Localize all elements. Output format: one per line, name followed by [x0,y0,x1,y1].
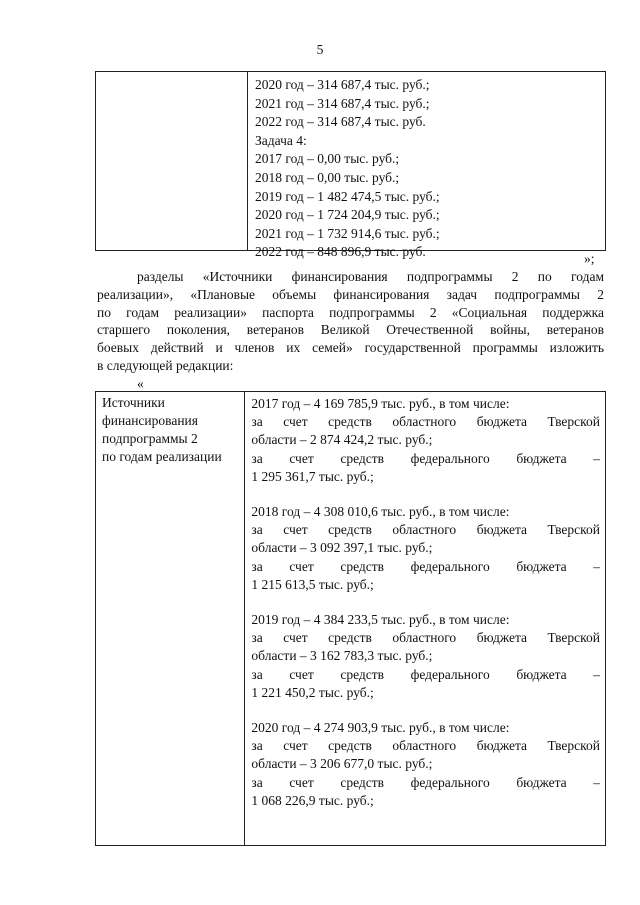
federal-budget-line: за счет средств федерального бюджета – [251,666,600,682]
table-right-cell [248,72,440,260]
federal-budget-amount: 1 068 226,9 тыс. руб.; [251,792,374,808]
paragraph-line: в следующей редакции: [97,357,234,373]
federal-budget-line: за счет средств федерального бюджета – [251,558,600,574]
regional-budget-amount: области – 2 874 424,2 тыс. руб.; [251,432,433,448]
year-block-2017 [251,395,600,486]
paragraph-line: разделы «Источники финансирования подпрограммы 2 по годам [137,269,604,284]
table-line: 2021 год – 1 732 914,6 тыс. руб.; [255,225,440,241]
regional-budget-amount: области – 3 162 783,3 тыс. руб.; [251,648,433,664]
federal-budget-line: за счет средств федерального бюджета – [251,774,600,790]
year-block-2019 [251,611,600,702]
federal-budget-amount: 1 295 361,7 тыс. руб.; [251,468,374,484]
paragraph-line: реализации», «Плановые объемы финансирования задач подпрограммы 2 [97,286,604,302]
funding-sources-table [95,391,606,846]
table-line: 2022 год – 314 687,4 тыс. руб. [255,114,426,130]
year-block-2018 [251,503,600,594]
funding-table-continued [95,71,606,260]
regional-budget-amount: области – 3 206 677,0 тыс. руб.; [251,756,433,772]
label-line: Источники [102,395,165,410]
regional-budget-amount: области – 3 092 397,1 тыс. руб.; [251,540,433,556]
year-total: 2017 год – 4 169 785,9 тыс. руб., в том числе: [251,396,510,411]
federal-budget-amount: 1 221 450,2 тыс. руб.; [251,684,374,700]
year-block-2020 [251,719,600,810]
federal-budget-line: за счет средств федерального бюджета – [251,450,600,466]
federal-budget-amount: 1 215 613,5 тыс. руб.; [251,576,374,592]
year-total: 2018 год – 4 308 010,6 тыс. руб., в том числе: [251,504,510,520]
funding-sources-value-cell [245,392,605,845]
table-left-cell [96,72,248,250]
label-line: подпрограммы 2 [102,431,198,446]
label-line: финансирования [102,413,198,428]
table-line: 2020 год – 1 724 204,9 тыс. руб.; [255,207,440,223]
table-line: 2017 год – 0,00 тыс. руб.; [255,151,400,167]
closing-quote: »; [584,251,595,266]
opening-quote: « [137,376,144,391]
label-line: по годам реализации [102,449,222,464]
year-total: 2020 год – 4 274 903,9 тыс. руб., в том числе: [251,720,510,736]
table-line: 2020 год – 314 687,4 тыс. руб.; [255,77,430,92]
year-total: 2019 год – 4 384 233,5 тыс. руб., в том числе: [251,612,510,628]
body-paragraph [97,268,604,375]
funding-sources-label-cell [96,392,245,845]
paragraph-line: по годам реализации» паспорта подпрограммы 2 «Социальная поддержка [97,304,604,320]
paragraph-line: старшего поколения, ветеранов Великой Отечественной войны, ветеранов [97,322,604,338]
table-line: Задача 4: [255,132,307,148]
table-line: 2018 год – 0,00 тыс. руб.; [255,169,400,185]
paragraph-line: боевых действий и членов их семей» государственной программы изложить [97,340,604,356]
table-line: 2021 год – 314 687,4 тыс. руб.; [255,95,430,111]
table-line: 2022 год – 848 896,9 тыс. руб. [255,244,426,260]
regional-budget-line: за счет средств областного бюджета Тверской [251,414,600,430]
regional-budget-line: за счет средств областного бюджета Тверской [251,522,600,538]
regional-budget-line: за счет средств областного бюджета Тверской [251,630,600,646]
page-number: 5 [316,42,324,57]
table-line: 2019 год – 1 482 474,5 тыс. руб.; [255,188,440,204]
regional-budget-line: за счет средств областного бюджета Тверской [251,738,600,754]
